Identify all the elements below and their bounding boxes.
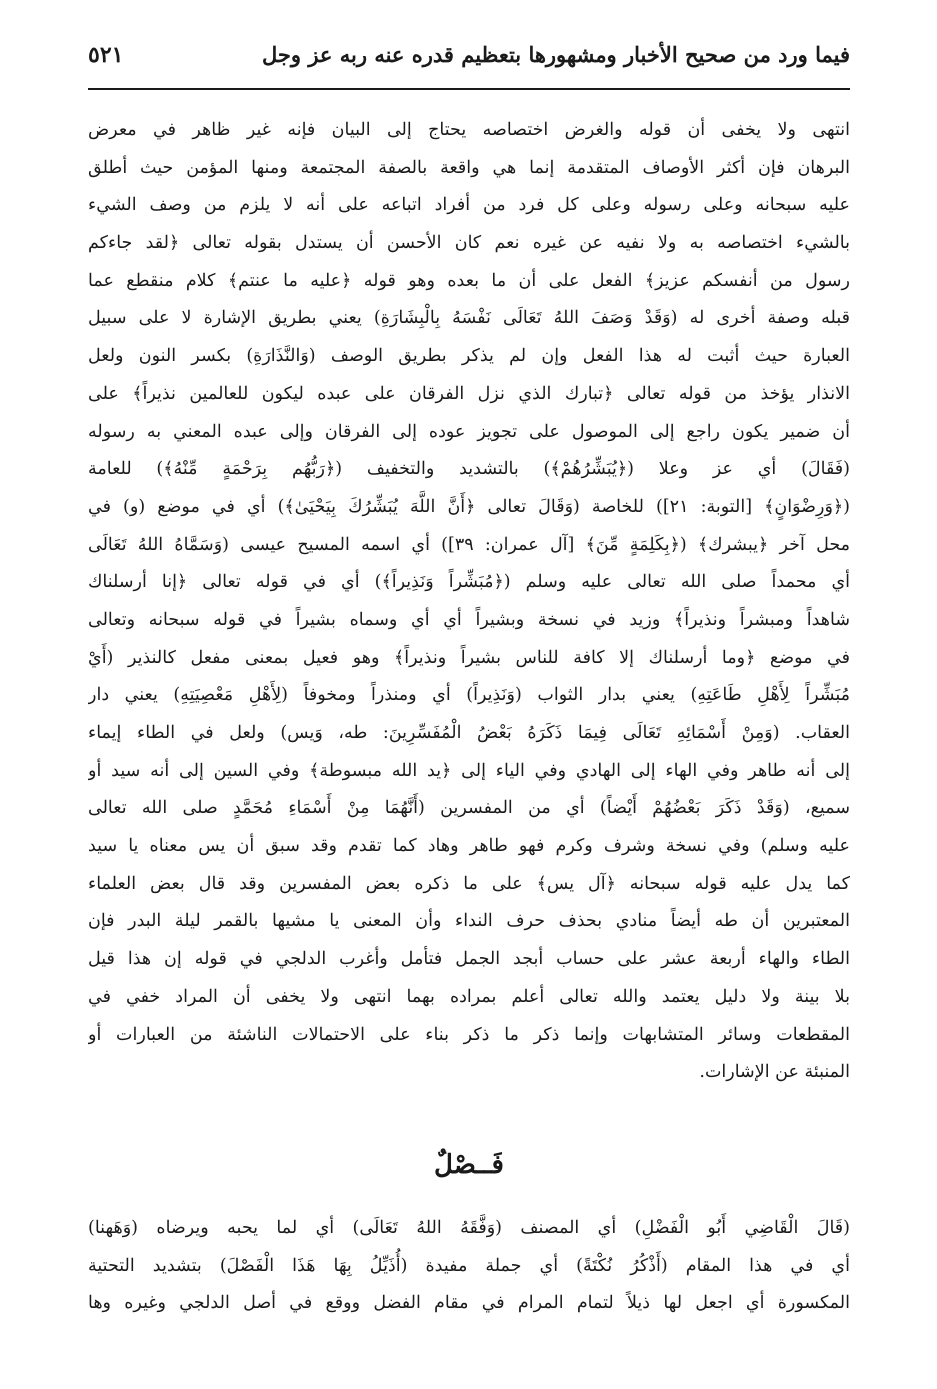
page-header [88,38,850,82]
text-line: شاهداً ومبشراً ونذيراً﴾ وزيد في نسخة وبشيراً أي أي وسماه بشيراً في قوله سبحانه وتعالى [88,609,850,630]
text-line: العبارة حيث أثبت له هذا الفعل وإن لم يذكر بطريق الوصف (وَالنَّذَارَةِ) بكسر النون ولعل [88,346,850,367]
text-line: (﴿وَرِضْوَانٍ﴾ [التوبة: ٢١]) للخاصة (وَقَالَ تعالى ﴿أَنَّ اللَّهَ يُبَشِّرُكَ بِيَحْيَىٰ﴾) أي في موضع (و) في [88,496,850,517]
body-text [88,112,850,1092]
section-line: المكسورة أي اجعل لها ذيلاً لتمام المرام في مقام الفضل ووقع في أصل الدلجي وغيره وها [88,1293,850,1314]
section-line: (قَالَ الْقَاضِي أَبُو الْفَضْلِ) أي المصنف (وَفَّقَهُ اللهُ تَعَالَى) أي لما يحبه ويرضاه (وَهَهنا) [88,1218,850,1238]
text-line: العقاب. (وَمِنْ أَسْمَائِهِ تَعَالَى فِيمَا ذَكَرَهُ بَعْضُ الْمُفَسِّرِينَ: طه، وَيس) ولعل في الطاء إيماء [88,723,850,743]
text-line: عليه وسلم) وفي نسخة وشرف وكرم فهو طاهر وهاد كما تقدم وقد سبق أن يس معناه يا سيد [88,836,850,857]
text-line: بالشيء اختصاصه به ولا نفيه عن غيره نعم كان الأحسن أن يستدل بقوله تعالى ﴿لقد جاءكم [88,233,850,254]
text-line: رسول من أنفسكم عزيز﴾ الفعل على أن ما بعده وهو قوله ﴿عليه ما عنتم﴾ كلام منقطع عما [88,270,850,291]
text-line: الانذار يؤخذ من قوله تعالى ﴿تبارك الذي نزل الفرقان على عبده ليكون للعالمين نذيراً﴾ على [88,383,850,404]
text-line: أي محمداً صلى الله تعالى عليه وسلم (﴿مُبَشِّراً وَنَذِيراً﴾) أي في قوله تعالى ﴿إنا أرسلناك [88,572,850,593]
header-rule [88,88,850,90]
text-line: كما يدل عليه قوله سبحانه ﴿آل يس﴾ على ما ذكره بعض المفسرين وقد قال بعض العلماء [88,873,850,894]
section-line: أي في هذا المقام (أَذْكُرُ نُكْتَةً) أي جملة مفيدة (أُذَيِّلُ بِهَا هَذَا الْفَصْلَ) بتشديد التحتية [88,1255,850,1276]
section-text [88,1210,850,1323]
running-title: فيما ورد من صحيح الأخبار ومشهورها بتعظيم قدره عنه ربه عز وجل [262,42,850,67]
text-line: أن ضمير يكون راجع إلى الموصول على تجويز عوده إلى الفرقان وإلى عبده المعني به رسوله [88,421,850,442]
text-line: عليه سبحانه وعلى رسوله وعلى كل فرد من أفراد اتباعه على أنه لا يلزم من وصف الشيء [88,195,850,216]
text-line: بلا بينة ولا دليل يعتمد والله تعالى أعلم بمراده بهما انتهى ولا يخفى أن المراد خفي في [88,986,850,1007]
text-line: الطاء والهاء أربعة عشر على حساب أبجد الجمل فتأمل وأغرب الدلجي في قوله إن هذا قيل [88,949,850,970]
text-line: (فَقَالَ) أي عز وعلا (﴿يُبَشِّرُهُمْ﴾) بالتشديد والتخفيف (﴿رَبُّهُم بِرَحْمَةٍ مِّنْهُ﴾) للعامة [88,459,850,480]
text-line: مُبَشِّراً لِأَهْلِ طَاعَتِهِ) يعني بدار الثواب (وَنَذِيراً) أي ومنذراً ومخوفاً (لِأَهْلِ مَعْصِيَتِهِ) يعني دار [88,685,850,706]
text-line: إلى أنه طاهر وفي الهاء إلى الهادي وفي الياء إلى ﴿يد الله مبسوطة﴾ وفي السين إلى أنه سيد أو [88,760,850,781]
text-line: قبله وصفة أخرى له (وَقَدْ وَصَفَ اللهُ تَعَالَى نَفْسَهُ بِالْبِشَارَةِ) يعني بطريق الإشارة لا على سبيل [88,308,850,329]
text-line: المعتبرين أن طه أيضاً منادي بحذف حرف النداء وأن المعنى يا مشيها بالقمر ليلة البدر فإن [88,911,850,932]
page-number: ٥٢١ [88,42,124,68]
text-line: سميع، (وَقَدْ ذَكَرَ بَعْضُهُمْ أَيْضاً) أي من المفسرين (أَنَّهُمَا مِنْ أَسْمَاءِ مُحَمَّدٍ صلى الله تعالى [88,798,850,819]
text-line: المنبئة عن الإشارات. [699,1062,850,1083]
text-line: في موضع ﴿وما أرسلناك إلا كافة للناس بشيراً ونذيراً﴾ وهو فعيل بمعنى مفعل كالنذير (أَيْ [88,647,850,668]
text-line: انتهى ولا يخفى أن قوله والغرض اختصاصه يحتاج إلى البيان فإنه غير ظاهر في معرض [88,120,850,140]
text-line: المقطعات وسائر المتشابهات وإنما ذكر ما ذكر بناء على الاحتمالات الناشئة من العبارات أو [88,1024,850,1045]
text-line: محل آخر ﴿يبشرك﴾ (﴿بِكَلِمَةٍ مِّنَ﴾ [آل عمران: ٣٩]) أي اسمه المسيح عيسى (وَسَمَّاهُ اللهُ تَعَالَى [88,534,850,555]
section-heading: فَــصْلٌ [434,1150,504,1180]
text-line: البرهان فإن أكثر الأوصاف المتقدمة إنما هي واقعة بالصفة المجتمعة ومنها المؤمن حيث أطلق [88,157,850,178]
